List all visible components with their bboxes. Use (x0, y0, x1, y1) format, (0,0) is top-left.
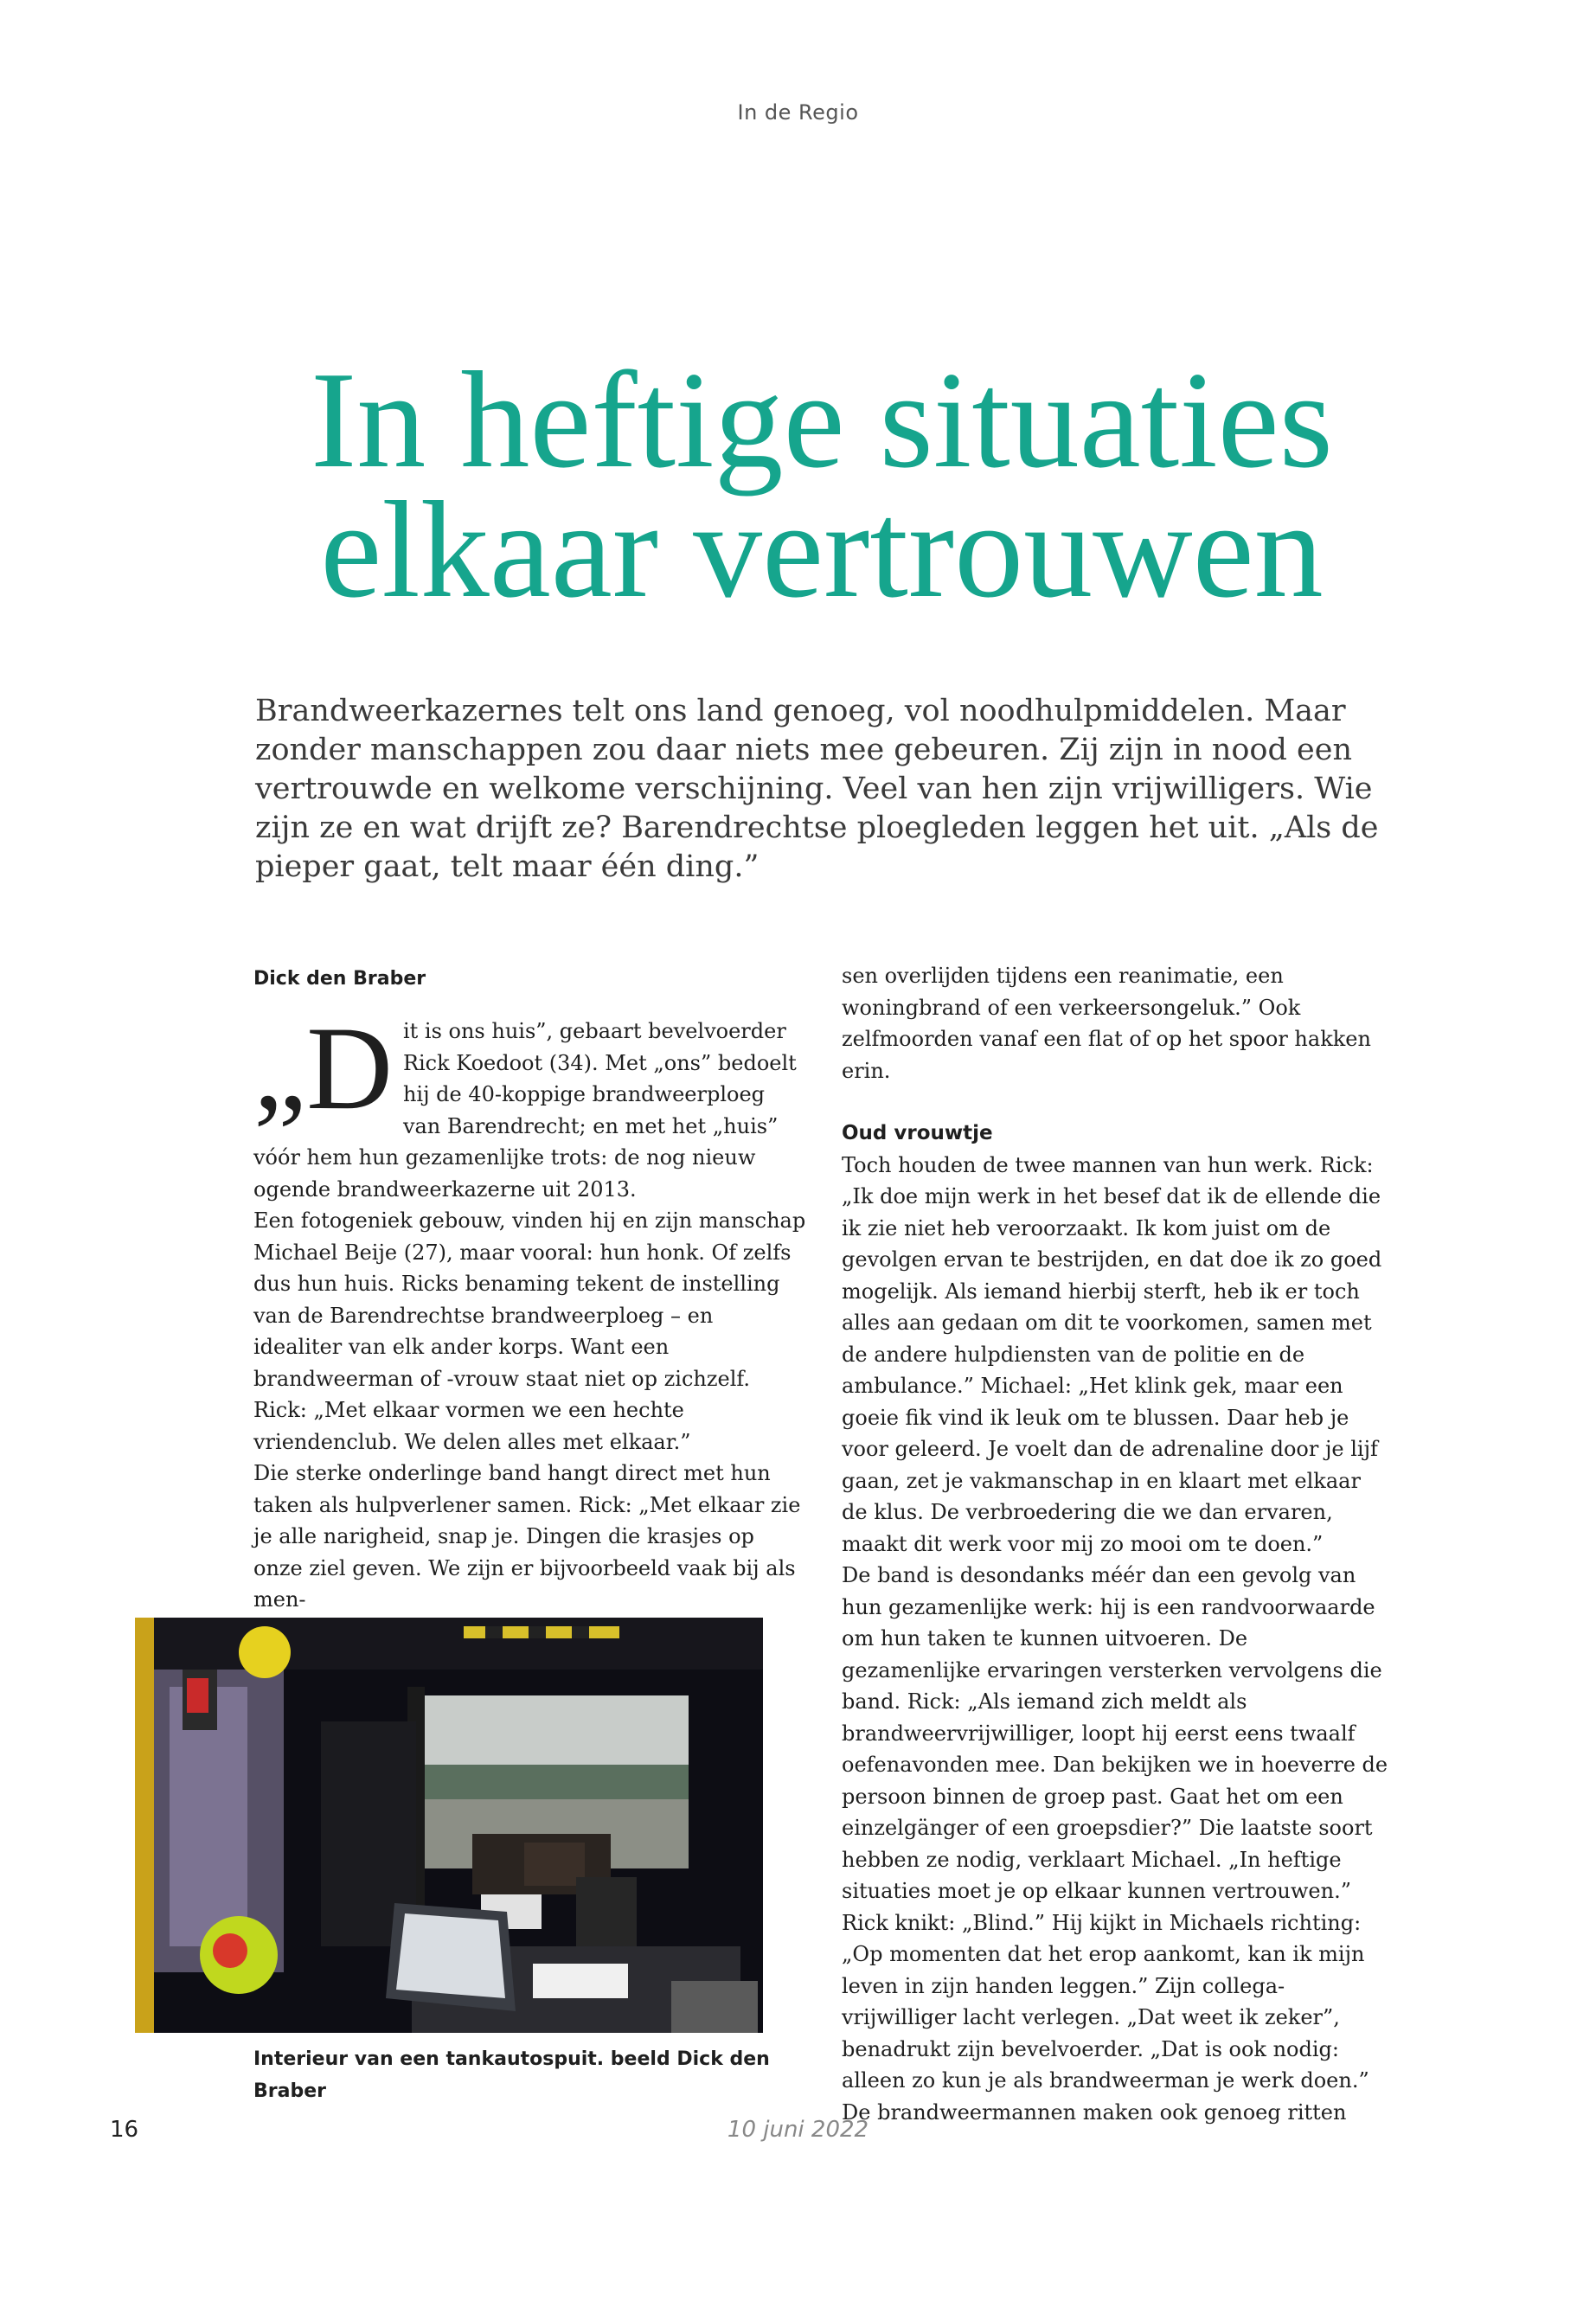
photo-caption: Interieur van een tankautospuit. beeld Dick den Braber (253, 2048, 770, 2102)
drop-cap-letter: D (306, 1002, 393, 1134)
text-column-right (842, 960, 1393, 2128)
paragraph: Die sterke onderlinge band hangt direct met hun taken als hulpverlener samen. Rick: „Met elkaar zie je alle narigheid, snap je. Dingen die krasjes op onze ziel geven. We zijn er bijvoorbeeld vaak bij als men- (253, 1461, 801, 1612)
paragraph: De brandweermannen maken ook genoeg ritten (842, 2099, 1347, 2125)
fire-truck-interior-image (135, 1618, 763, 2033)
issue-date: 10 juni 2022 (727, 2117, 869, 2143)
paragraph: Toch houden de twee mannen van hun werk. Rick: „Ik doe mijn werk in het besef dat ik de ellende die ik zie niet heb veroorzaakt. Ik kom juist om de gevolgen ervan te bestrijden, en dat doe ik zo goed mogelijk. Als iemand hierbij sterft, heb ik er toch alles aan gedaan om dit te voorkomen, samen met de andere hulpdiensten van de politie en de ambulance.” Michael: „Het klink gek, maar een goeie fik vind ik leuk om te blussen. Daar heb je voor geleerd. Je voelt dan de adrenaline door je lijf gaan, zet je vakmanschap in en klaart met elkaar de klus. De verbroedering die we dan ervaren, maakt dit werk voor mij zo mooi om te doen.” (842, 1152, 1382, 1556)
headline-line-1: In heftige situaties (311, 343, 1333, 497)
opening-paragraph (253, 1002, 807, 1205)
paragraph: De band is desondanks méér dan een gevolg van hun gezamenlijke werk: hij is een randvoorwaarde om hun taken te kunnen uitvoeren. De gezamenlijke ervaringen versterken vervolgens die band. Rick: „Als iemand zich meldt als brandweervrijwilliger, loopt hij eerst eens twaalf oefenavonden mee. Dan bekijken we in hoeverre de persoon binnen de groep past. Gaat het om een einzelgänger of een groepsdier?” Die laatste soort hebben ze nodig, verklaart Michael. „In heftige situaties moet je op elkaar kunnen vertrouwen.” Rick knikt: „Blind.” Hij kijkt in Michaels richting: „Op momenten dat het erop aankomt, kan ik mijn leven in zijn handen leggen.” Zijn collega-vrijwilliger lacht verlegen. „Dat weet ik zeker”, benadrukt zijn bevelvoerder. „Dat is ook nodig: alleen zo kun je als brandweerman je werk doen.” (842, 1563, 1388, 2093)
section-label: In de Regio (737, 100, 859, 125)
paragraph: sen overlijden tijdens een reanimatie, een woningbrand of een verkeersongeluk.” Ook zelfmoorden vanaf een flat of op het spoor hakken erin. (842, 964, 1371, 1083)
drop-cap (253, 1002, 393, 1134)
article-intro: Brandweerkazernes telt ons land genoeg, vol noodhulpmiddelen. Maar zonder manschappen zou daar niets mee gebeuren. Zij zijn in nood een vertrouwde en welkome verschijning. Veel van hen zijn vrijwilligers. Wie zijn ze en wat drijft ze? Barendrechtse ploegleden leggen het uit. „Als de pieper gaat, telt maar één ding.” (255, 694, 1379, 884)
page-number: 16 (110, 2117, 139, 2143)
opening-text: it is ons huis”, gebaart bevelvoerder Rick Koedoot (34). Met „ons” bedoelt hij de 40-koppige brandweerploeg van Barendrecht; en met het „huis” vóór hem hun gezamenlijke trots: de nog nieuw ogende brandweerkazerne uit 2013. (253, 1019, 797, 1202)
paragraph: Een fotogeniek gebouw, vinden hij en zijn manschap Michael Beije (27), maar vooral: hun honk. Of zelfs dus hun huis. Ricks benaming tekent de instelling van de Barendrechtse brandweerploeg – en idealiter van elk ander korps. Want een brandweerman of -vrouw staat niet op zichzelf. Rick: „Met elkaar vormen we een hechte vriendenclub. We delen alles met elkaar.” (253, 1208, 806, 1454)
drop-cap-quote: „ (253, 1002, 307, 1134)
subheading: Oud vrouwtje (842, 1122, 993, 1144)
text-column-left (253, 964, 807, 1616)
headline-line-2: elkaar vertrouwen (320, 472, 1324, 626)
byline: Dick den Braber (253, 968, 426, 990)
article-photo (135, 1618, 763, 2033)
article-headline (251, 343, 1393, 626)
